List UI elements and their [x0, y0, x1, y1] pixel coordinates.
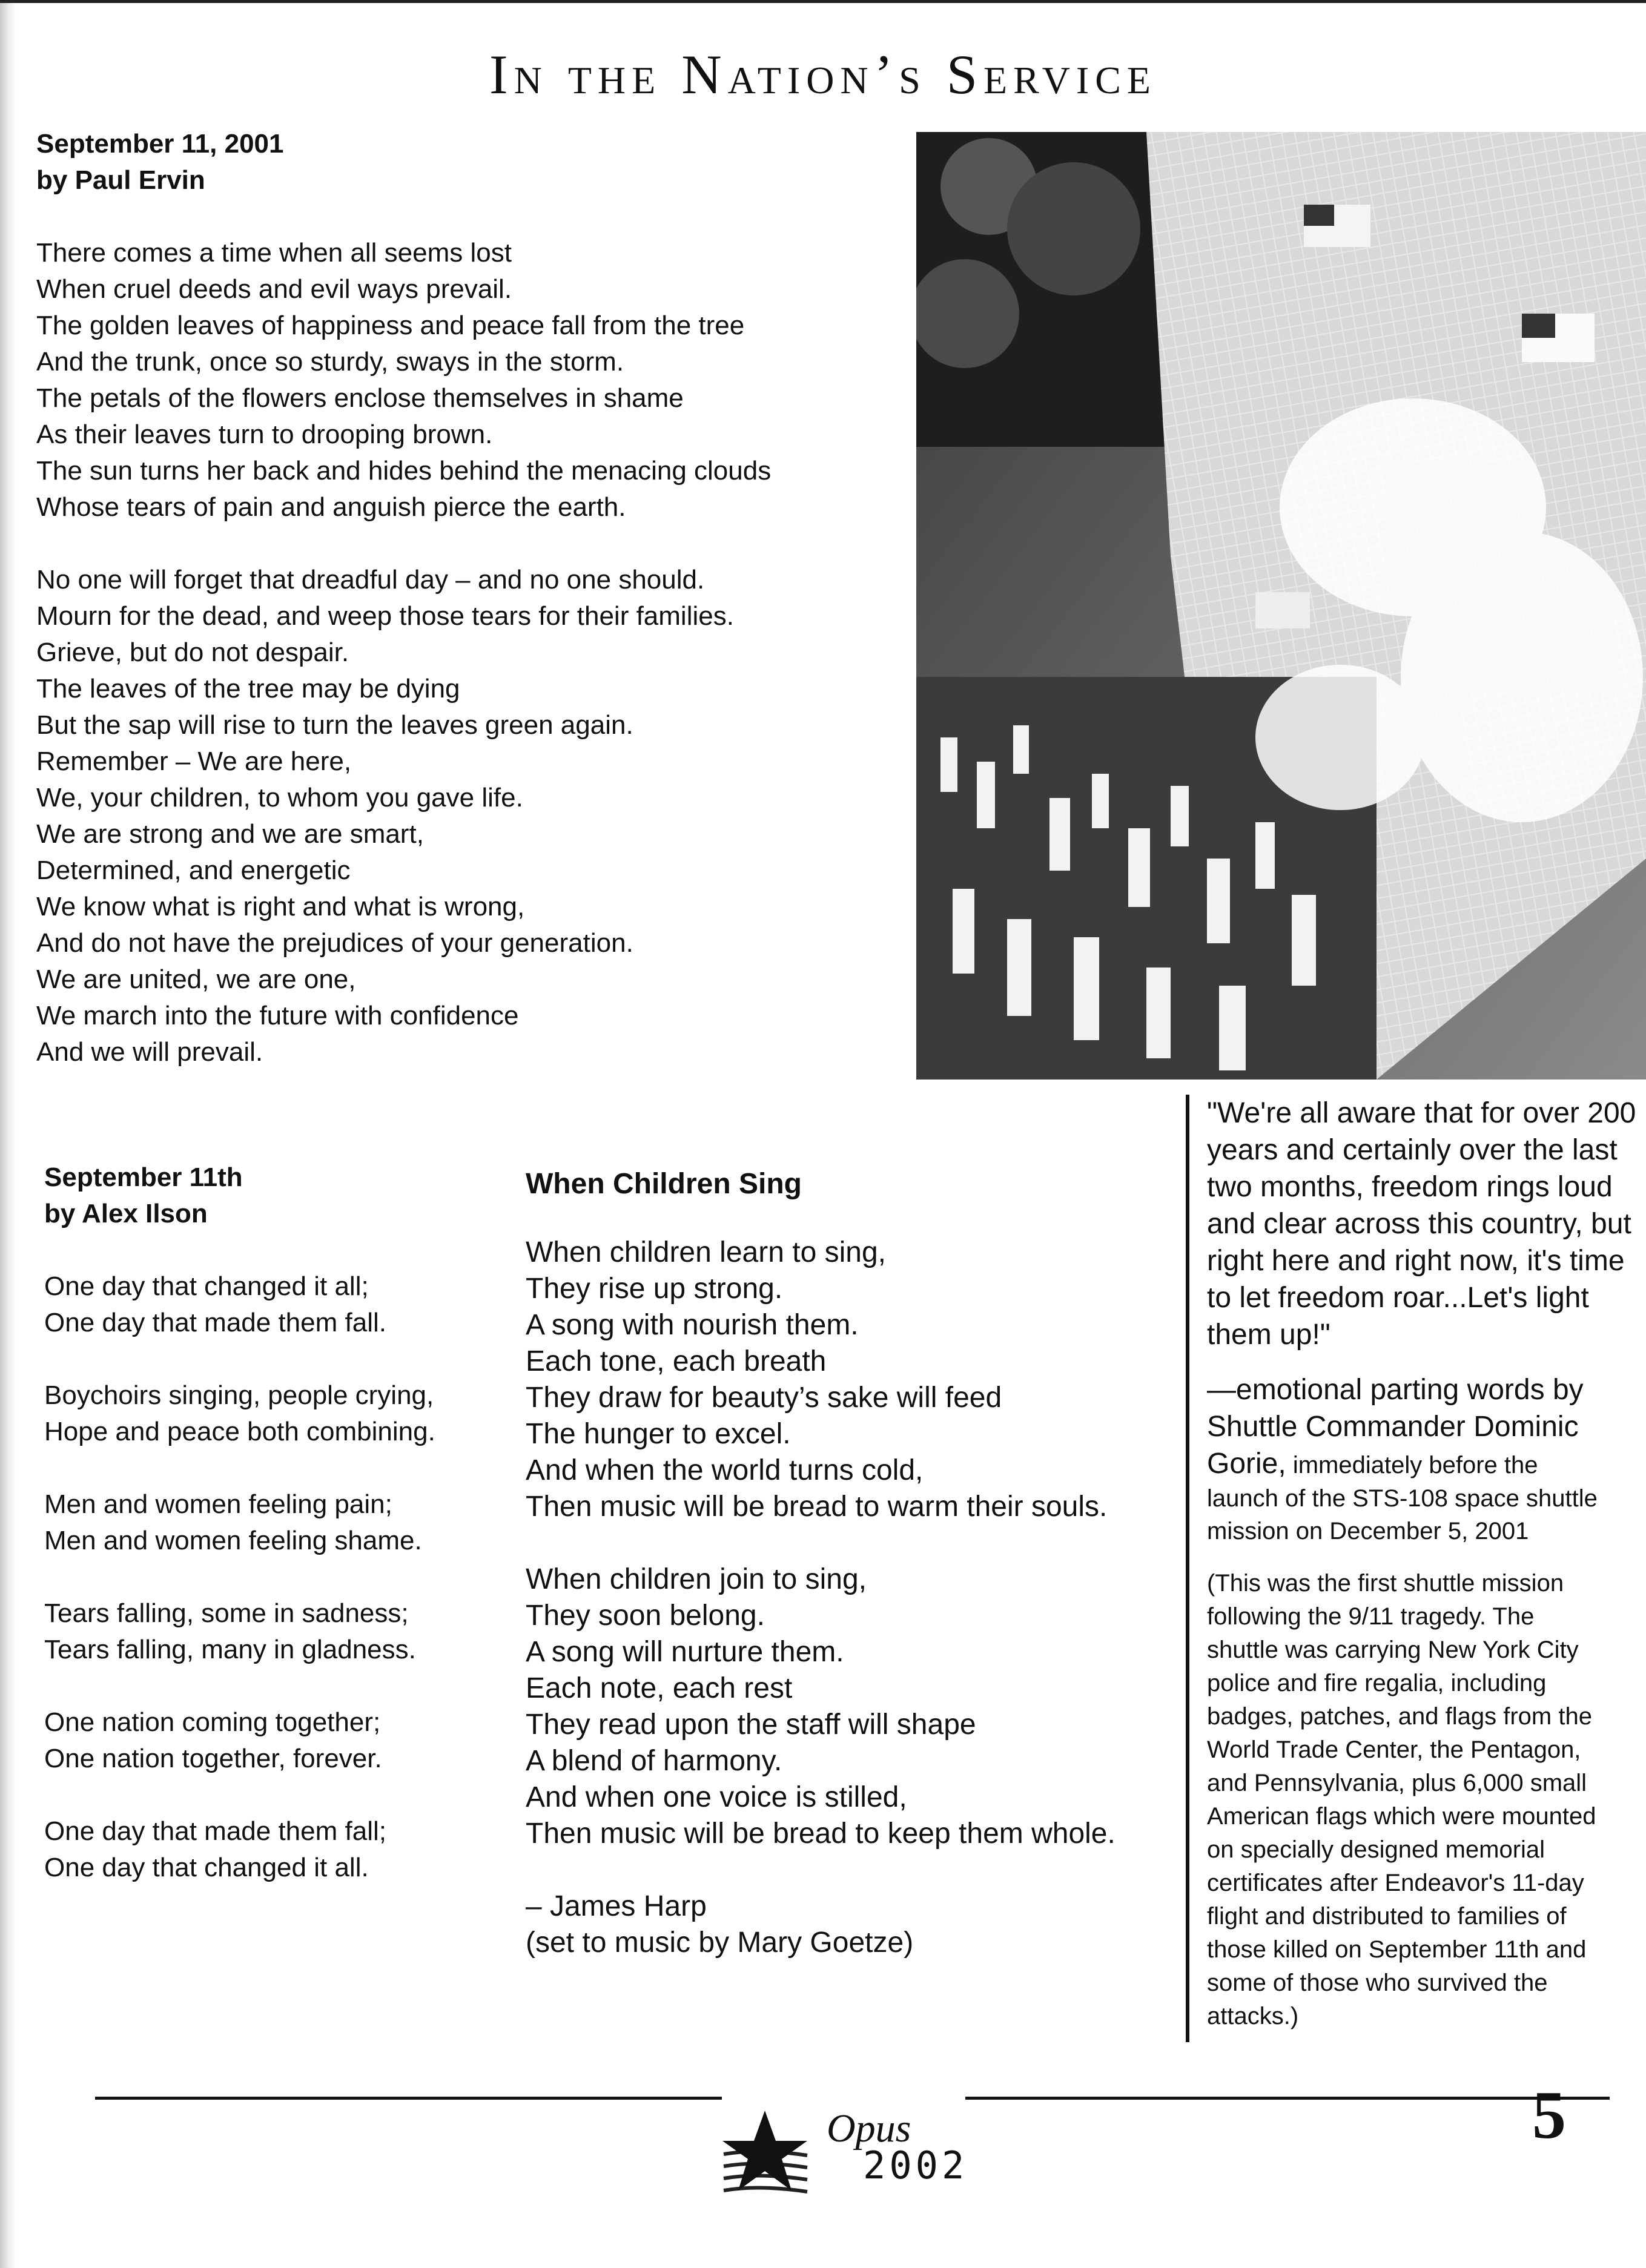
poem-line: They rise up strong.: [526, 1273, 783, 1305]
poem-ervin-body: [36, 235, 771, 1070]
poem-line: We march into the future with confidence: [36, 1001, 519, 1030]
page-gutter-shadow: [0, 0, 16, 2268]
poem-line: When children join to sing,: [526, 1563, 867, 1595]
poem-line: One day that made them fall.: [44, 1308, 386, 1337]
poem-line: When cruel deeds and evil ways prevail.: [36, 274, 512, 304]
page-number: 5: [1532, 2078, 1566, 2153]
quote-line: to let freedom roar...Let's light: [1207, 1282, 1589, 1314]
poem-line: One day that changed it all;: [44, 1271, 369, 1301]
note-line: badges, patches, and flags from the: [1207, 1703, 1592, 1730]
note-line: on specially designed memorial: [1207, 1836, 1545, 1863]
poem-line: We are strong and we are smart,: [36, 819, 424, 849]
poem-line: Men and women feeling pain;: [44, 1489, 392, 1519]
note-line: flight and distributed to families of: [1207, 1903, 1567, 1930]
poem-ervin: [36, 126, 771, 1070]
poem-line: Then music will be bread to keep them whole.: [526, 1818, 1116, 1850]
quote-line: years and certainly over the last: [1207, 1134, 1618, 1166]
poem-harp-body: [526, 1235, 1116, 1852]
quote-line: them up!": [1207, 1319, 1330, 1351]
page-header: In the Nation’s Service: [489, 44, 1157, 105]
note-line: those killed on September 11th and: [1207, 1936, 1587, 1963]
poem-line: The golden leaves of happiness and peace fall from the tree: [36, 311, 745, 340]
poem-line: A song with nourish them.: [526, 1309, 859, 1341]
note-line: American flags which were mounted: [1207, 1803, 1596, 1830]
poem-line: One day that changed it all.: [44, 1853, 369, 1882]
stanza: [44, 1486, 435, 1559]
poem-harp-credit-note: (set to music by Mary Goetze): [526, 1927, 914, 1959]
poem-ilson-author: by Alex Ilson: [44, 1199, 208, 1228]
commander-surname: Gorie,: [1207, 1448, 1286, 1480]
poem-line: Men and women feeling shame.: [44, 1526, 422, 1555]
poem-line: The sun turns her back and hides behind the menacing clouds: [36, 456, 772, 486]
poem-line: One nation coming together;: [44, 1707, 381, 1737]
stanza: [44, 1268, 435, 1341]
poem-line: And the trunk, once so sturdy, sways in the storm.: [36, 347, 624, 377]
poem-harp-author: – James Harp: [526, 1890, 707, 1922]
stanza: [526, 1235, 1116, 1525]
poem-line: Mourn for the dead, and weep those tears for their families.: [36, 601, 734, 631]
stanza: [44, 1813, 435, 1886]
poem-ilson-body: [44, 1268, 435, 1886]
poem-line: They draw for beauty’s sake will feed: [526, 1382, 1002, 1414]
note-line: certificates after Endeavor's 11-day: [1207, 1870, 1584, 1896]
poem-line: A song will nurture them.: [526, 1636, 844, 1668]
poem-line: They soon belong.: [526, 1600, 765, 1632]
note-line: attacks.): [1207, 2003, 1299, 2029]
poem-line: As their leaves turn to drooping brown.: [36, 420, 493, 449]
note-line: shuttle was carrying New York City: [1207, 1637, 1579, 1663]
note-line: following the 9/11 tragedy. The: [1207, 1603, 1535, 1630]
poem-line: We know what is right and what is wrong,: [36, 892, 525, 921]
attribution-line: —emotional parting words by: [1207, 1374, 1584, 1406]
poem-ervin-title: September 11, 2001: [36, 129, 284, 159]
note-line: and Pennsylvania, plus 6,000 small: [1207, 1770, 1587, 1796]
poem-line: We are united, we are one,: [36, 964, 356, 994]
quote-rule: [1186, 1095, 1189, 2042]
poem-line: No one will forget that dreadful day – and no one should.: [36, 565, 705, 595]
quote-text: [1207, 1095, 1643, 1353]
note-line: (This was the first shuttle mission: [1207, 1570, 1564, 1597]
poem-harp-title: When Children Sing: [526, 1168, 802, 1200]
poem-line: Boychoirs singing, people crying,: [44, 1380, 434, 1410]
poem-line: And when one voice is stilled,: [526, 1781, 907, 1813]
poem-ilson-title: September 11th: [44, 1162, 243, 1192]
attribution-rest: immediately before the: [1286, 1452, 1538, 1478]
poem-line: The leaves of the tree may be dying: [36, 674, 460, 704]
poem-when-children-sing: [526, 1165, 1116, 1961]
poem-line: Determined, and energetic: [36, 855, 351, 885]
stanza: [44, 1704, 435, 1777]
poem-line: When children learn to sing,: [526, 1236, 886, 1268]
memorial-photo: [916, 132, 1646, 1080]
poem-line: Hope and peace both combining.: [44, 1417, 435, 1446]
poem-line: And we will prevail.: [36, 1037, 263, 1067]
quote-line: two months, freedom rings loud: [1207, 1171, 1613, 1203]
quote-line: right here and right now, it's time: [1207, 1245, 1625, 1277]
stanza: [44, 1377, 435, 1450]
poem-line: There comes a time when all seems lost: [36, 238, 512, 268]
poem-line: And when the world turns cold,: [526, 1454, 924, 1486]
poem-line: Remember – We are here,: [36, 747, 352, 776]
top-rule: [0, 0, 1646, 3]
quote-attribution: [1207, 1371, 1643, 1548]
shuttle-note: [1207, 1567, 1643, 2033]
note-line: some of those who survived the: [1207, 1970, 1548, 1996]
poem-line: A blend of harmony.: [526, 1745, 782, 1777]
poem-line: Then music will be bread to warm their souls.: [526, 1491, 1108, 1523]
attribution-line: mission on December 5, 2001: [1207, 1518, 1529, 1544]
logo-word: Opus: [827, 2106, 911, 2151]
poem-line: But the sap will rise to turn the leaves green again.: [36, 710, 633, 740]
poem-line: Tears falling, some in sadness;: [44, 1598, 409, 1628]
poem-ervin-author: by Paul Ervin: [36, 165, 205, 195]
stanza: [36, 235, 771, 526]
note-line: police and fire regalia, including: [1207, 1670, 1547, 1696]
poem-line: Each note, each rest: [526, 1672, 793, 1704]
footer-rule-right: [965, 2097, 1610, 2100]
note-line: World Trade Center, the Pentagon,: [1207, 1736, 1581, 1763]
poem-line: Each tone, each breath: [526, 1345, 827, 1377]
poem-line: Tears falling, many in gladness.: [44, 1635, 416, 1664]
poem-line: And do not have the prejudices of your generation.: [36, 928, 633, 958]
poem-line: The hunger to excel.: [526, 1418, 791, 1450]
poem-line: One day that made them fall;: [44, 1816, 386, 1846]
poem-line: Whose tears of pain and anguish pierce the earth.: [36, 492, 626, 522]
attribution-line: Shuttle Commander Dominic: [1207, 1411, 1579, 1443]
poem-line: One nation together, forever.: [44, 1744, 382, 1773]
stanza: [44, 1595, 435, 1668]
poem-line: We, your children, to whom you gave life.: [36, 783, 523, 813]
poem-line: They read upon the staff will shape: [526, 1709, 976, 1741]
poem-harp-credit: [526, 1888, 1116, 1961]
attribution-line: launch of the STS-108 space shuttle: [1207, 1485, 1598, 1512]
stanza: [36, 562, 771, 1070]
poem-ilson: [44, 1159, 435, 1886]
poem-line: The petals of the flowers enclose themselves in shame: [36, 383, 684, 413]
quote-line: and clear across this country, but: [1207, 1208, 1631, 1240]
poem-line: Grieve, but do not despair.: [36, 638, 349, 667]
stanza: [526, 1561, 1116, 1852]
logo-year: 2002: [863, 2143, 968, 2187]
memorial-photo-image: [916, 132, 1646, 1080]
shuttle-quote: [1207, 1095, 1643, 2033]
quote-line: "We're all aware that for over 200: [1207, 1097, 1636, 1129]
footer-rule-left: [95, 2097, 722, 2100]
